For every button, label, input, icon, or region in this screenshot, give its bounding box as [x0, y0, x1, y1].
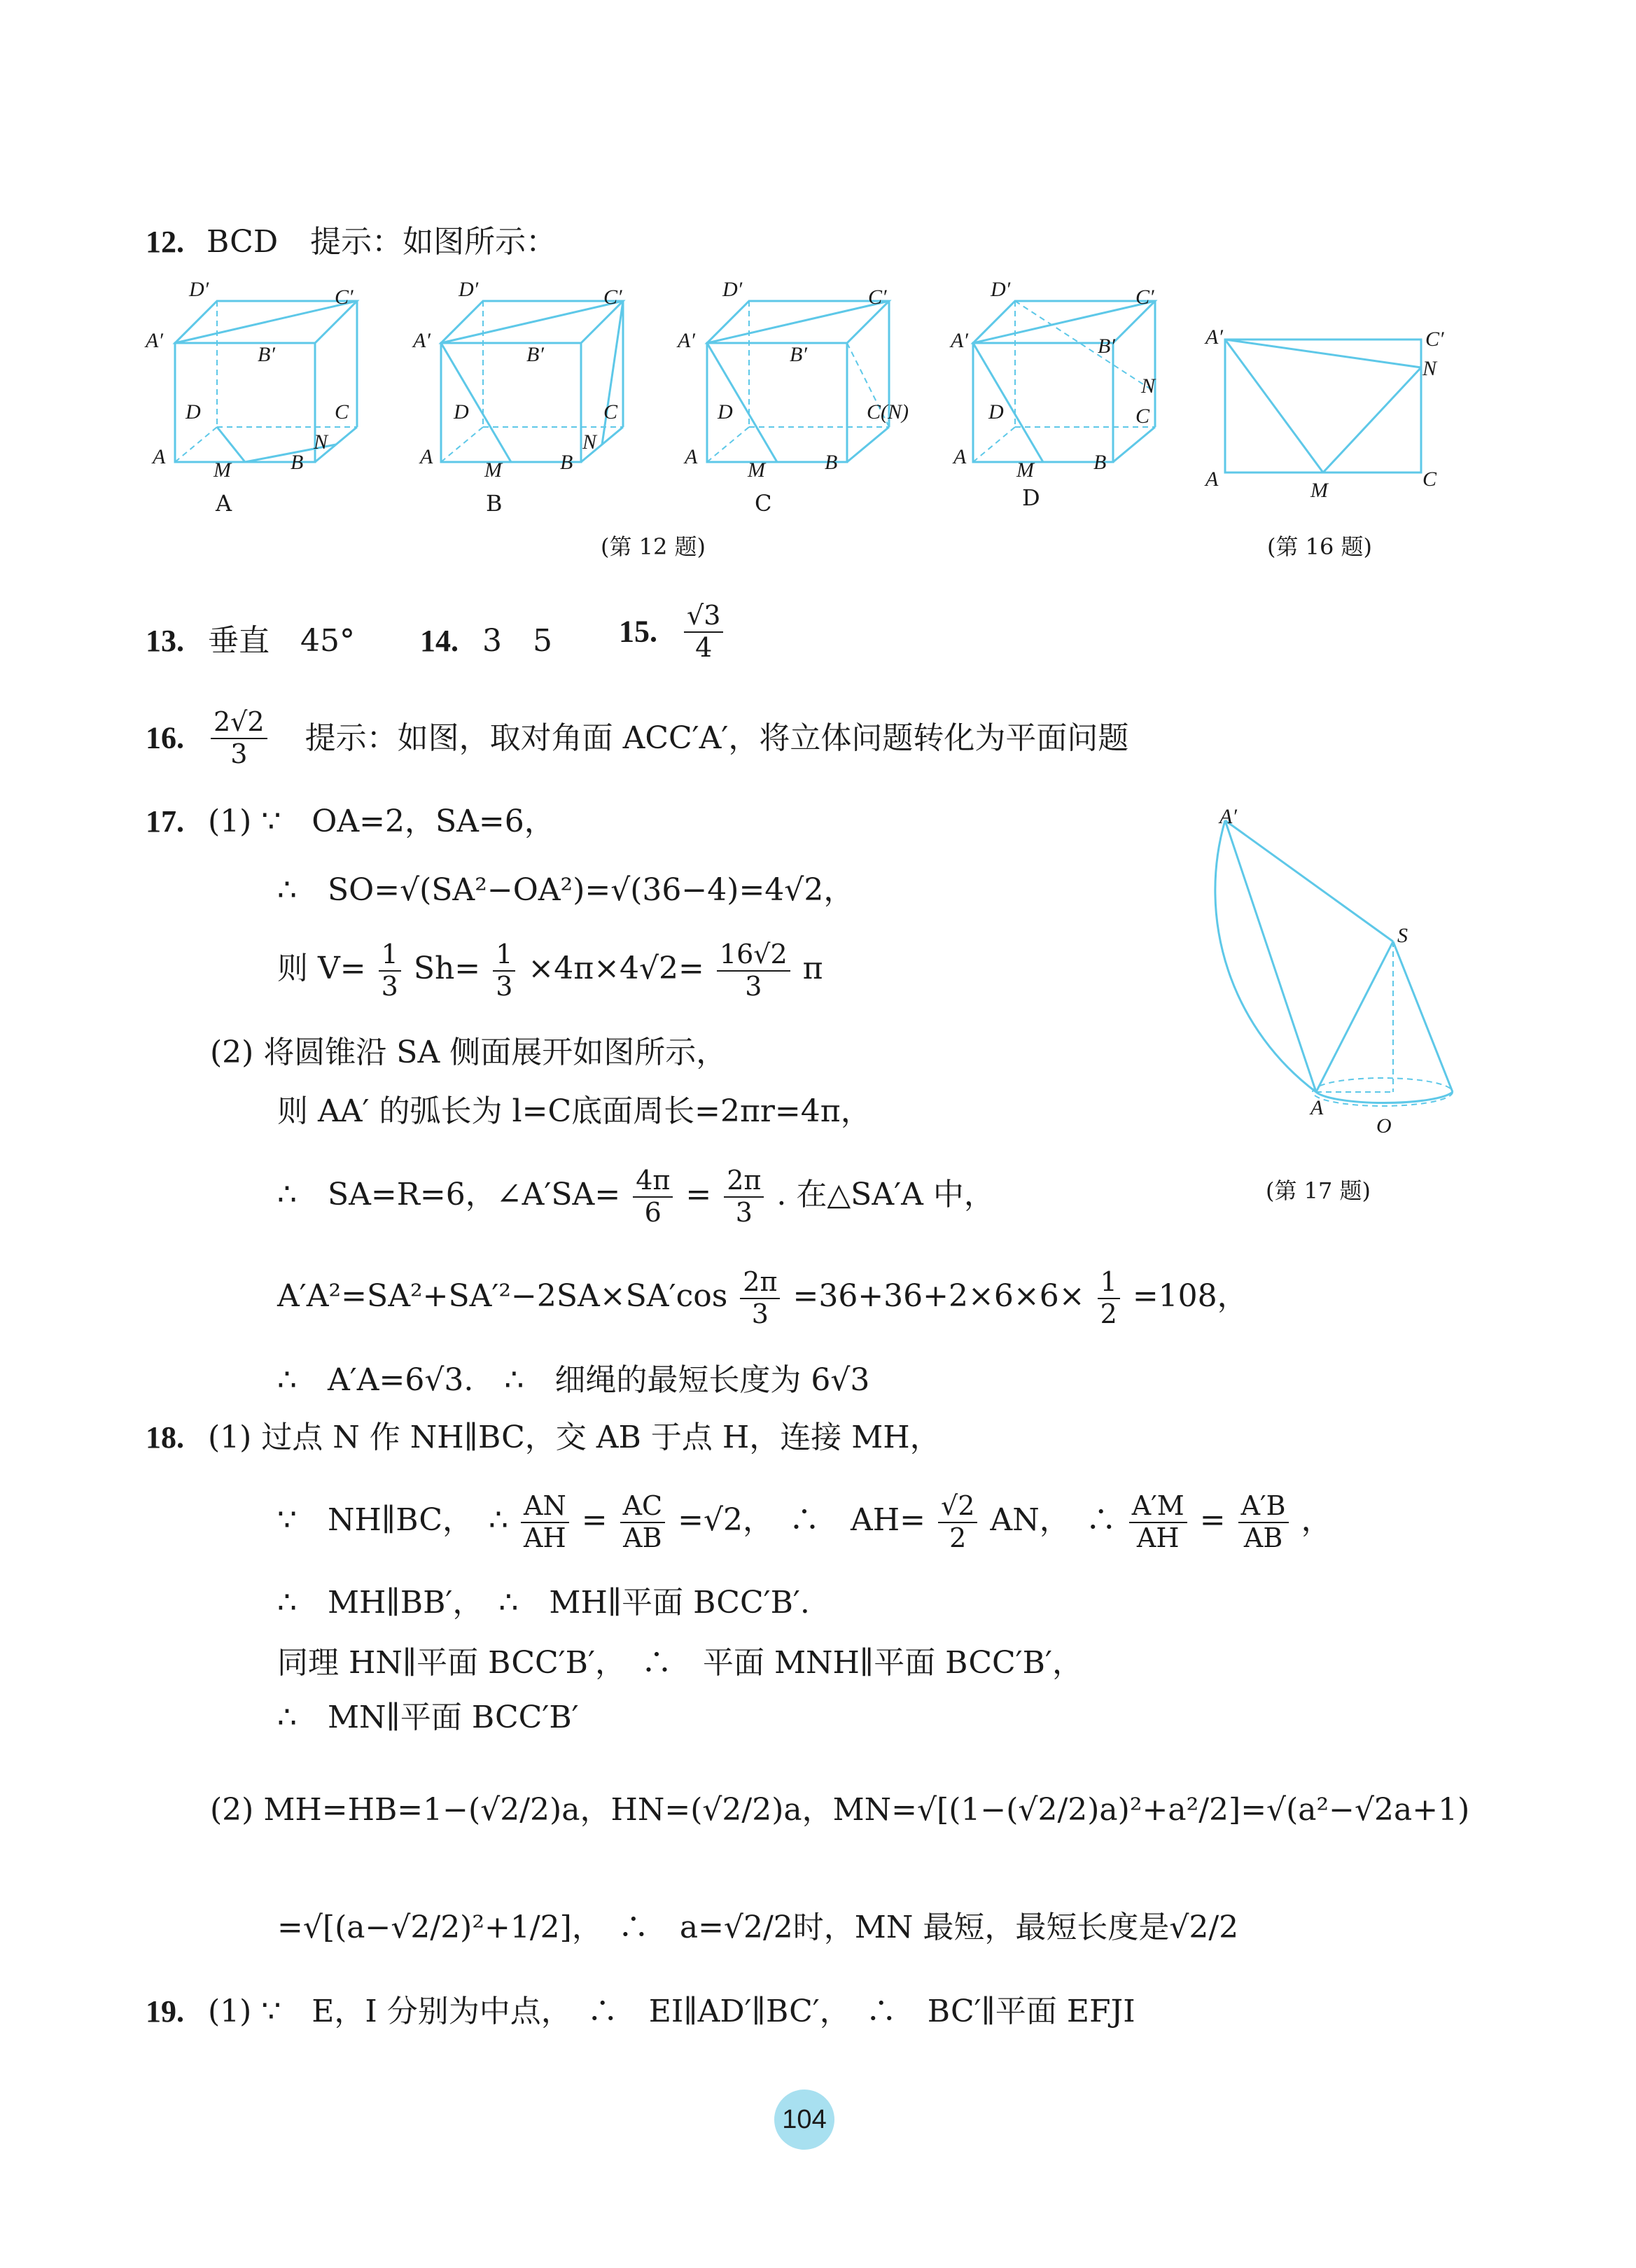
q16fig-A: A — [1205, 468, 1219, 491]
cubeD-N: N — [1141, 374, 1156, 398]
cube-A-label: A — [216, 490, 232, 517]
q17-l6b: = — [685, 1177, 712, 1213]
cubeC-CN: C(N) — [867, 400, 909, 424]
q18-line2 — [277, 1491, 1332, 1553]
cubeB-C: C — [603, 400, 618, 424]
cube-D-label: D — [1022, 484, 1040, 511]
q17-figure — [1183, 812, 1498, 1148]
q16-fraction — [211, 707, 267, 769]
q17-l7c: =108， — [1132, 1278, 1248, 1315]
cubeA-B: B — [291, 451, 304, 474]
page-number: 104 — [774, 2090, 834, 2150]
q17fig-A1: A′ — [1219, 805, 1237, 828]
q18-frac-AC-AB-n: AC — [620, 1491, 666, 1523]
q17-frac-1-3 — [379, 939, 401, 1002]
cubeD-A: A — [953, 445, 967, 468]
q14-number: 14. — [420, 624, 459, 658]
cubeB-B: B — [560, 451, 573, 474]
q17-line8: ∴ A′A=6√3. ∴ 细绳的最短长度为 6√3 — [277, 1362, 870, 1398]
q18-frac-AN-AH-d: AH — [524, 1522, 566, 1553]
q17-l6c: . 在△SA′A 中， — [776, 1177, 995, 1213]
q15-denominator: 4 — [695, 631, 713, 663]
q18-frac-AM-AH-n: A′M — [1129, 1491, 1187, 1523]
q17-frac-16r2-3 — [717, 939, 790, 1002]
q18-line7: =√[(a−√2/2)²+1/2]， ∴ a=√2/2时，MN 最短，最短长度是√2/2 — [277, 1910, 1239, 1945]
q18-frac-AC-AB — [620, 1491, 666, 1553]
q17-text1: (1) ∵ OA=2，SA=6， — [208, 804, 555, 839]
q15-number: 15. — [619, 614, 657, 649]
cube-C-figure — [707, 301, 889, 462]
q16fig-C1: C′ — [1425, 328, 1444, 351]
cubeB-A1: A′ — [413, 329, 431, 352]
q17-frac-2pi-3b-n: 2π — [740, 1267, 780, 1299]
cubeB-D: D — [454, 400, 469, 424]
q18-l2e: = — [1199, 1502, 1226, 1539]
q18-frac-r2-2 — [938, 1491, 977, 1553]
q18-frac-AB-AB-d: AB — [1243, 1522, 1283, 1553]
q16-hint: 提示：如图，取对角面 ACC′A′，将立体问题转化为平面问题 — [305, 720, 1129, 756]
q17-l6a: ∴ SA=R=6，∠A′SA= — [277, 1177, 621, 1213]
q17-line5: 则 AA′ 的弧长为 l=C底面周长=2πr=4π， — [277, 1093, 872, 1129]
cubeD-B: B — [1093, 451, 1107, 474]
q13-line — [146, 622, 355, 661]
cubeB-B1: B′ — [526, 343, 544, 366]
q17-l3c: ×4π×4√2= — [528, 951, 704, 987]
cubeC-A1: A′ — [678, 329, 695, 352]
cubeA-M: M — [214, 458, 231, 482]
cubeD-M: M — [1016, 458, 1034, 482]
cubeA-C: C — [335, 400, 349, 424]
cubeA-C1: C′ — [335, 286, 354, 309]
q17fig-S: S — [1397, 924, 1408, 947]
q17-frac-2pi-3b-d: 3 — [751, 1298, 769, 1329]
q17-frac-1-3-n: 1 — [379, 939, 401, 972]
q18-number: 18. — [146, 1420, 184, 1455]
q16fig-A1: A′ — [1205, 326, 1223, 349]
q18-frac-AN-AH — [521, 1491, 569, 1553]
q17-line6 — [277, 1166, 995, 1228]
q12-hint: 提示：如图所示： — [310, 224, 557, 260]
q18-frac-AM-AH-d: AH — [1136, 1522, 1180, 1553]
q13-number: 13. — [146, 624, 184, 658]
q17-frac-16r2-3-n: 16√2 — [717, 939, 790, 972]
q15-fraction — [684, 601, 723, 663]
q17-l7b: =36+36+2×6×6× — [792, 1278, 1085, 1315]
cubeB-D1: D′ — [459, 278, 479, 301]
q18-frac-AN-AH-n: AN — [521, 1491, 569, 1523]
q17-caption: (第 17 题) — [1266, 1177, 1371, 1204]
q17-frac-1-3b-d: 3 — [496, 970, 513, 1002]
cubeB-M: M — [484, 458, 502, 482]
q18-frac-r2-2-n: √2 — [938, 1491, 977, 1523]
q17-frac-4pi-6-d: 6 — [644, 1196, 662, 1228]
q17-frac-2pi-3b — [740, 1267, 780, 1329]
q13-answer: 垂直 45° — [208, 623, 355, 659]
q18-l2c: =√2， ∴ AH= — [678, 1502, 926, 1539]
cubeC-D: D — [718, 400, 733, 424]
q17-frac-16r2-3-d: 3 — [745, 970, 762, 1002]
q14-line — [420, 622, 552, 661]
cubeA-N: N — [314, 430, 328, 454]
cubeC-D1: D′ — [722, 278, 743, 301]
q18-frac-AB-AB-n: A′B — [1238, 1491, 1289, 1523]
q17-line2: ∴ SO=√(SA²−OA²)=√(36−4)=4√2， — [277, 872, 855, 908]
q15-numerator: √3 — [684, 601, 723, 633]
q17fig-O: O — [1376, 1114, 1392, 1138]
q18-frac-AB-AB — [1238, 1491, 1289, 1553]
cubeD-D: D — [988, 400, 1004, 424]
cubeD-A1: A′ — [951, 329, 968, 352]
q17-frac-1-2-n: 1 — [1098, 1267, 1120, 1299]
cubeD-C1: C′ — [1135, 286, 1154, 309]
q16fig-M: M — [1310, 479, 1328, 502]
q16fig-C: C — [1422, 468, 1437, 491]
cubeA-A: A — [153, 445, 166, 468]
cubeA-D: D — [186, 400, 201, 424]
q16-figure — [1225, 340, 1421, 472]
q18-line5: ∴ MN∥平面 BCC′B′ — [277, 1700, 579, 1735]
cubeC-B1: B′ — [790, 343, 807, 366]
q12-number: 12. — [146, 225, 184, 259]
q17-line7 — [277, 1267, 1248, 1329]
q17-frac-1-3b-n: 1 — [493, 939, 515, 972]
q17-frac-1-3b — [493, 939, 515, 1002]
q17-frac-2pi-3 — [724, 1166, 764, 1228]
q18-text1: (1) 过点 N 作 NH∥BC，交 AB 于点 H，连接 MH， — [208, 1420, 941, 1455]
cubeA-D1: D′ — [189, 278, 209, 301]
q17-l3a: 则 V= — [277, 951, 366, 987]
q18-l2f: ， — [1301, 1502, 1332, 1539]
q16-denominator: 3 — [230, 738, 248, 769]
cubeB-N: N — [582, 430, 597, 454]
cubeA-A1: A′ — [146, 329, 163, 352]
q19-text1: (1) ∵ E，I 分别为中点， ∴ EI∥AD′∥BC′， ∴ BC′∥平面 EFJI — [208, 1994, 1135, 2029]
q17-frac-2pi-3-d: 3 — [735, 1196, 753, 1228]
q17-frac-4pi-6 — [633, 1166, 673, 1228]
cubeC-A: A — [685, 445, 698, 468]
q18-line4: 同理 HN∥平面 BCC′B′， ∴ 平面 MNH∥平面 BCC′B′， — [277, 1645, 1083, 1681]
q17-line4: (2) 将圆锥沿 SA 侧面展开如图所示， — [210, 1035, 727, 1070]
q17-l3b: Sh= — [413, 951, 481, 987]
q18-frac-r2-2-d: 2 — [949, 1522, 967, 1553]
q18-frac-AM-AH — [1129, 1491, 1187, 1553]
cubeB-C1: C′ — [603, 286, 622, 309]
q16-line — [146, 707, 1128, 769]
q17-l7a: A′A²=SA²+SA′²−2SA×SA′cos — [277, 1278, 728, 1315]
q18-l2b: = — [581, 1502, 608, 1539]
q17-frac-1-2 — [1098, 1267, 1120, 1329]
q16-numerator: 2√2 — [211, 707, 267, 739]
cubeD-D1: D′ — [991, 278, 1011, 301]
q17-frac-2pi-3-n: 2π — [724, 1166, 764, 1198]
q17-frac-1-2-d: 2 — [1100, 1298, 1117, 1329]
q17-frac-1-3-d: 3 — [381, 970, 398, 1002]
q18-line3: ∴ MH∥BB′， ∴ MH∥平面 BCC′B′. — [277, 1585, 810, 1620]
cube-C-label: C — [755, 490, 772, 517]
q16fig-N: N — [1422, 357, 1437, 380]
q14-answer: 3 5 — [482, 623, 552, 659]
cubeC-M: M — [748, 458, 765, 482]
q18-l2d: AN， ∴ — [990, 1502, 1117, 1539]
cubeD-C: C — [1135, 405, 1150, 428]
cube-A-figure — [175, 301, 357, 462]
cubeA-B1: B′ — [258, 343, 275, 366]
cube-B-label: B — [486, 490, 503, 517]
q17fig-A: A — [1310, 1096, 1324, 1119]
cubeD-B1: B′ — [1098, 335, 1115, 358]
q12-line — [146, 223, 557, 262]
cubeB-A: A — [420, 445, 433, 468]
q18-line1 — [146, 1418, 941, 1457]
cubeC-C1: C′ — [868, 286, 887, 309]
q12-answer: BCD — [207, 224, 279, 260]
q18-line6: (2) MH=HB=1−(√2/2)a，HN=(√2/2)a，MN=√[(1−(√2/2)a)²+a²/2]=√(a²−√2a+1) — [210, 1792, 1470, 1828]
q17-l3d: π — [802, 951, 823, 987]
q16-number: 16. — [146, 720, 184, 755]
q17-line1 — [146, 802, 555, 841]
q19-line1 — [146, 1992, 1135, 2031]
q19-number: 19. — [146, 1994, 184, 2029]
q15-line — [619, 601, 726, 663]
q16-caption: (第 16 题) — [1267, 533, 1373, 560]
q18-frac-AC-AB-d: AB — [623, 1522, 662, 1553]
q17-line3 — [277, 939, 823, 1002]
q18-l2a: ∵ NH∥BC， ∴ — [277, 1502, 508, 1539]
q12-caption: (第 12 题) — [601, 533, 706, 560]
q17-frac-4pi-6-n: 4π — [633, 1166, 673, 1198]
q17-number: 17. — [146, 804, 184, 839]
cubeC-B: B — [825, 451, 838, 474]
cube-D-figure — [973, 301, 1155, 462]
